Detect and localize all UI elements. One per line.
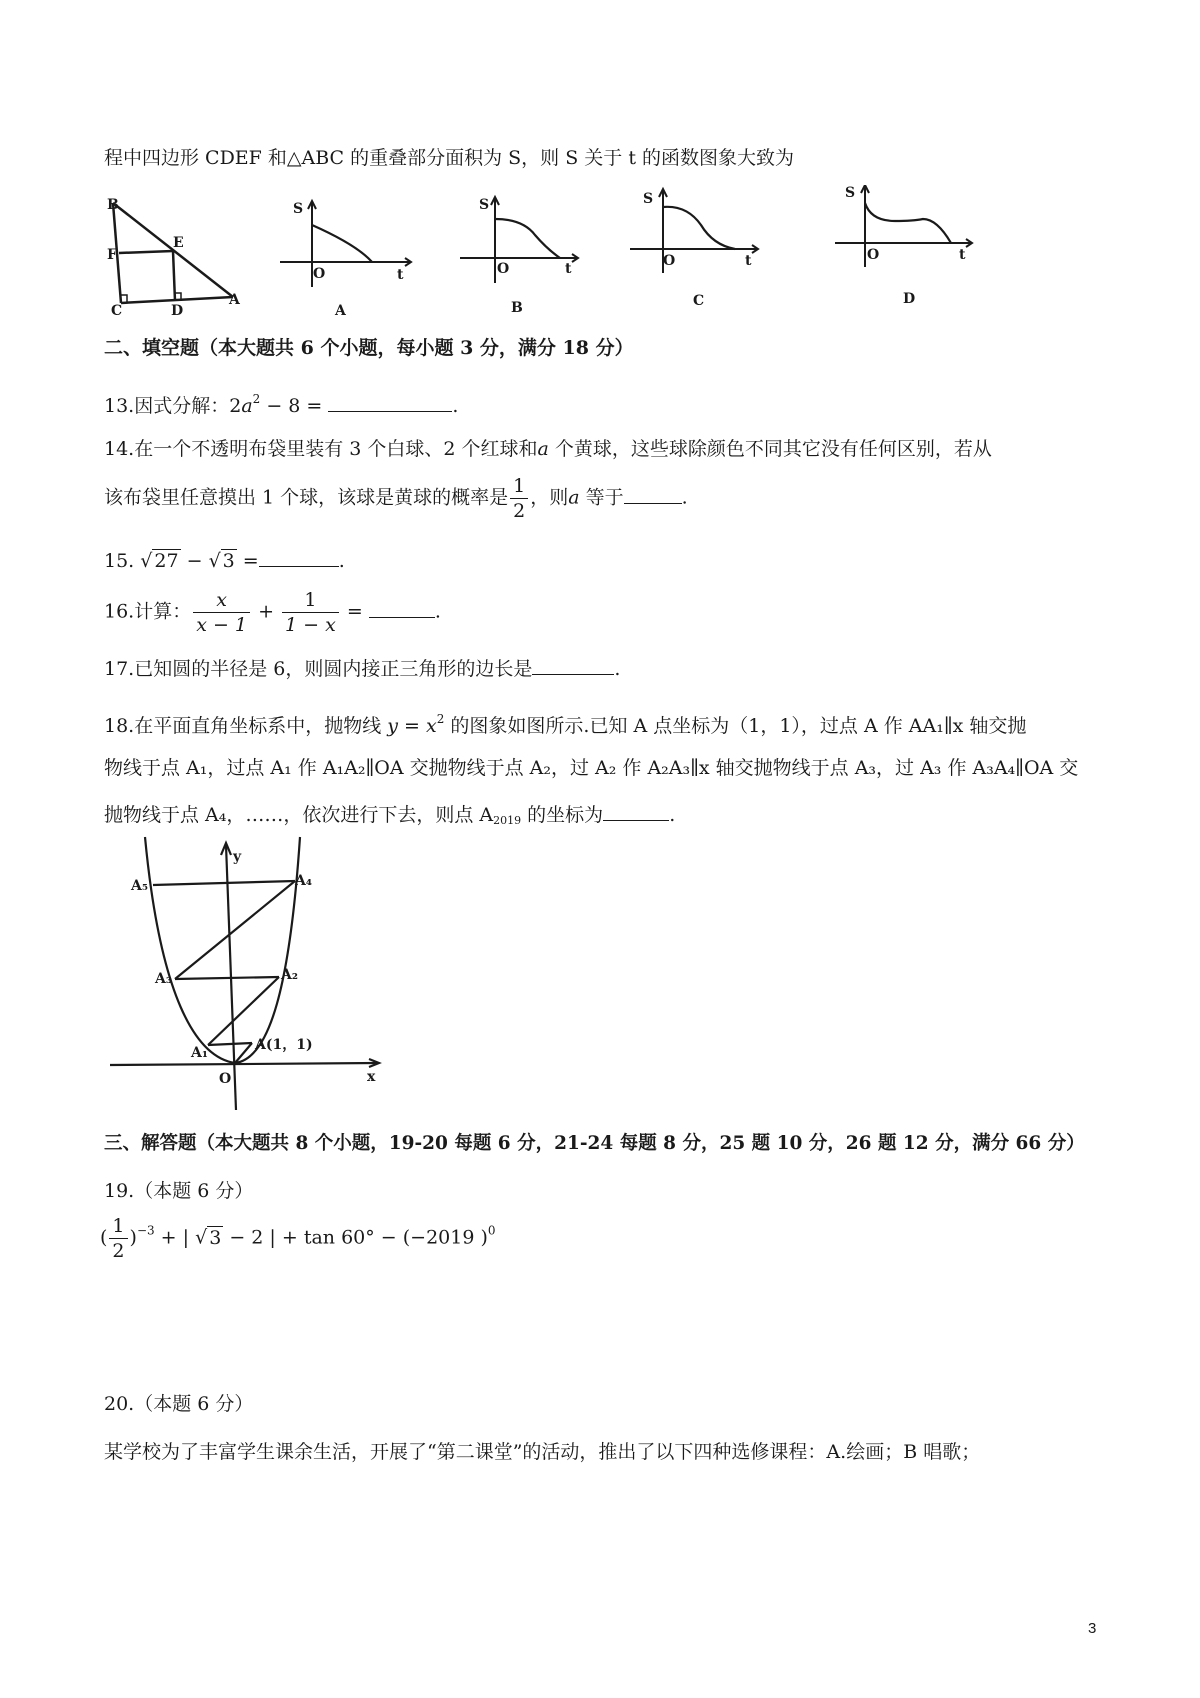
question-20-text: 某学校为了丰富学生课余生活，开展了“第二课堂”的活动，推出了以下四种选修课程：A.绘画；B 唱歌；: [104, 1441, 981, 1463]
sqrt-icon: √: [195, 1226, 208, 1249]
q15-answer-blank[interactable]: [259, 548, 339, 567]
q13-end: .: [452, 395, 459, 417]
q16-num2: 1: [282, 588, 339, 613]
q14-line2-post: 等于: [579, 486, 624, 509]
q14-line2-pre: 该布袋里任意摸出 1 个球，该球是黄球的概率是: [104, 486, 509, 509]
q15-radicand1: 27: [154, 550, 179, 572]
q16-den1: x − 1: [196, 614, 248, 636]
q19-frac-num: 1: [109, 1214, 127, 1239]
question-16: [104, 588, 441, 637]
label-B: B: [107, 197, 119, 213]
q18-line1-post: 的图象如图所示.已知 A 点坐标为（1，1），过点 A 作 AA₁∥x 轴交抛: [444, 715, 1027, 737]
question-17: [104, 656, 620, 682]
q15-prefix: 15.: [104, 550, 141, 572]
label-D: D: [171, 303, 184, 319]
q15-minus: −: [180, 550, 209, 572]
axis-s-d: S: [845, 185, 856, 201]
q16-end: .: [434, 600, 441, 623]
point-a2-label: A₂: [281, 967, 298, 983]
q13-rest: − 8 =: [260, 395, 329, 417]
question-13: [104, 386, 458, 419]
q17-answer-blank[interactable]: [532, 656, 614, 675]
q19-radicand: 3: [209, 1226, 222, 1249]
q18-answer-blank[interactable]: [603, 802, 669, 821]
q14-fraction: [510, 474, 528, 523]
q13-exp: 2: [252, 392, 261, 406]
intro-line: 程中四边形 CDEF 和△ABC 的重叠部分面积为 S，则 S 关于 t 的函数图象大致为: [104, 147, 794, 169]
q16-plus: +: [252, 600, 281, 623]
q16-prefix: 16.计算：: [104, 600, 192, 623]
q14-line1-post: 个黄球，这些球除颜色不同其它没有任何区别，若从: [548, 438, 992, 460]
option-label-d: D: [903, 291, 916, 307]
q13-var: a: [241, 395, 253, 417]
section3-title: 三、解答题（本大题共 8 个小题，19-20 每题 6 分，21-24 每题 8 分，25 题 10 分，26 题 12 分，满分 66 分）: [104, 1133, 1085, 1154]
axis-t-a: t: [397, 267, 404, 283]
point-a1-label: A₁: [191, 1045, 208, 1061]
page-number: 3: [1088, 1620, 1097, 1637]
q16-fraction1: [193, 588, 250, 637]
q16-answer-blank[interactable]: [369, 599, 435, 618]
q18-line3-sub: 2019: [493, 814, 522, 827]
segment-a4-a3: [175, 881, 295, 979]
graph-option-d: [835, 185, 972, 267]
x-axis: [110, 1063, 377, 1065]
q13-prefix: 13.因式分解：: [104, 395, 230, 417]
question-14-line1: [104, 436, 992, 462]
question-19-expression: [100, 1214, 496, 1263]
q18-exp: 2: [436, 712, 445, 726]
q16-num1: x: [193, 588, 250, 613]
sqrt-icon: √: [140, 550, 153, 572]
question-15: [104, 548, 345, 574]
q14-frac-den: 2: [513, 500, 526, 522]
point-a-label: A(1，1): [255, 1037, 313, 1053]
point-a4-label: A₄: [295, 873, 312, 889]
point-a5-label: A₅: [131, 878, 148, 894]
question-19-header: 19.（本题 6 分）: [104, 1180, 254, 1202]
q18-formula: y = x: [387, 715, 437, 737]
q17-end: .: [614, 658, 621, 680]
q14-answer-blank[interactable]: [624, 485, 682, 504]
origin-c: O: [663, 253, 676, 269]
question-18-line3: [104, 802, 675, 834]
figure-q12: [95, 185, 1015, 320]
segment-a3-a2: [175, 977, 279, 979]
segment-a5-a4: [153, 881, 295, 885]
q14-line1-pre: 14.在一个不透明布袋里装有 3 个白球、2 个红球和: [104, 438, 538, 460]
q19-abs-left: + |: [154, 1226, 196, 1249]
axis-s-c: S: [643, 191, 654, 207]
graph-option-b: [460, 197, 578, 283]
y-axis-label: y: [233, 849, 242, 865]
q18-line3-post: 的坐标为: [521, 804, 604, 826]
q14-var: a: [537, 438, 549, 460]
q14-var2: a: [568, 486, 580, 509]
q13-answer-blank[interactable]: [328, 393, 452, 412]
sqrt-icon: √: [208, 550, 221, 572]
q18-line1-pre: 18.在平面直角坐标系中，抛物线: [104, 715, 388, 737]
axis-s-a: S: [293, 201, 304, 217]
option-label-b: B: [511, 300, 523, 316]
q19-rest: − 2 | + tan 60° − (−2019 ): [223, 1226, 488, 1249]
q13-coef: 2: [229, 395, 242, 417]
q18-end: .: [669, 804, 676, 826]
q16-fraction2: [282, 588, 339, 637]
q18-line3-pre: 抛物线于点 A₄，……，依次进行下去，则点 A: [104, 804, 494, 826]
segment-a2-a1: [208, 977, 279, 1045]
label-E: E: [173, 235, 184, 251]
q19-exp2: 0: [487, 1223, 496, 1238]
q14-end: .: [681, 486, 688, 509]
q19-close: ): [129, 1226, 137, 1249]
option-label-c: C: [693, 293, 705, 309]
label-F: F: [107, 247, 117, 263]
question-18-line2: 物线于点 A₁，过点 A₁ 作 A₁A₂∥OA 交抛物线于点 A₂，过 A₂ 作 A₂A₃∥x 轴交抛物线于点 A₃，过 A₃ 作 A₃A₄∥OA 交: [104, 757, 1079, 779]
question-20-header: 20.（本题 6 分）: [104, 1393, 254, 1415]
question-14-line2: [104, 474, 688, 523]
q17-text: 17.已知圆的半径是 6，则圆内接正三角形的边长是: [104, 658, 533, 680]
axis-s-b: S: [479, 197, 490, 213]
q14-line2-mid: ，则: [530, 486, 569, 509]
q19-exp1: −3: [136, 1223, 155, 1238]
label-C: C: [111, 303, 123, 319]
parabola-curve: [145, 837, 300, 1063]
label-A: A: [229, 292, 240, 308]
q15-eq: =: [236, 550, 259, 572]
q14-frac-num: 1: [510, 474, 528, 499]
triangle-figure: [113, 203, 233, 303]
x-axis-label: x: [367, 1069, 376, 1085]
q16-eq: =: [340, 600, 369, 623]
segment-a1-a: [208, 1043, 252, 1045]
q16-den2: 1 − x: [285, 614, 336, 636]
origin-d: O: [867, 247, 880, 263]
section2-title: 二、填空题（本大题共 6 个小题，每小题 3 分，满分 18 分）: [104, 337, 634, 359]
origin-a: O: [313, 266, 326, 282]
option-label-a: A: [335, 303, 346, 319]
q19-open: (: [100, 1226, 108, 1249]
figure-q18: [105, 835, 395, 1120]
axis-t-b: t: [565, 261, 572, 277]
q19-frac-den: 2: [112, 1240, 125, 1262]
point-a3-label: A₃: [155, 971, 172, 987]
q19-fraction: [109, 1214, 127, 1263]
origin-label: O: [219, 1071, 232, 1087]
axis-t-d: t: [959, 247, 966, 263]
question-18-line1: [104, 706, 1026, 739]
axis-t-c: t: [745, 253, 752, 269]
origin-b: O: [497, 261, 510, 277]
q15-end: .: [338, 550, 345, 572]
q15-radicand2: 3: [222, 550, 235, 572]
